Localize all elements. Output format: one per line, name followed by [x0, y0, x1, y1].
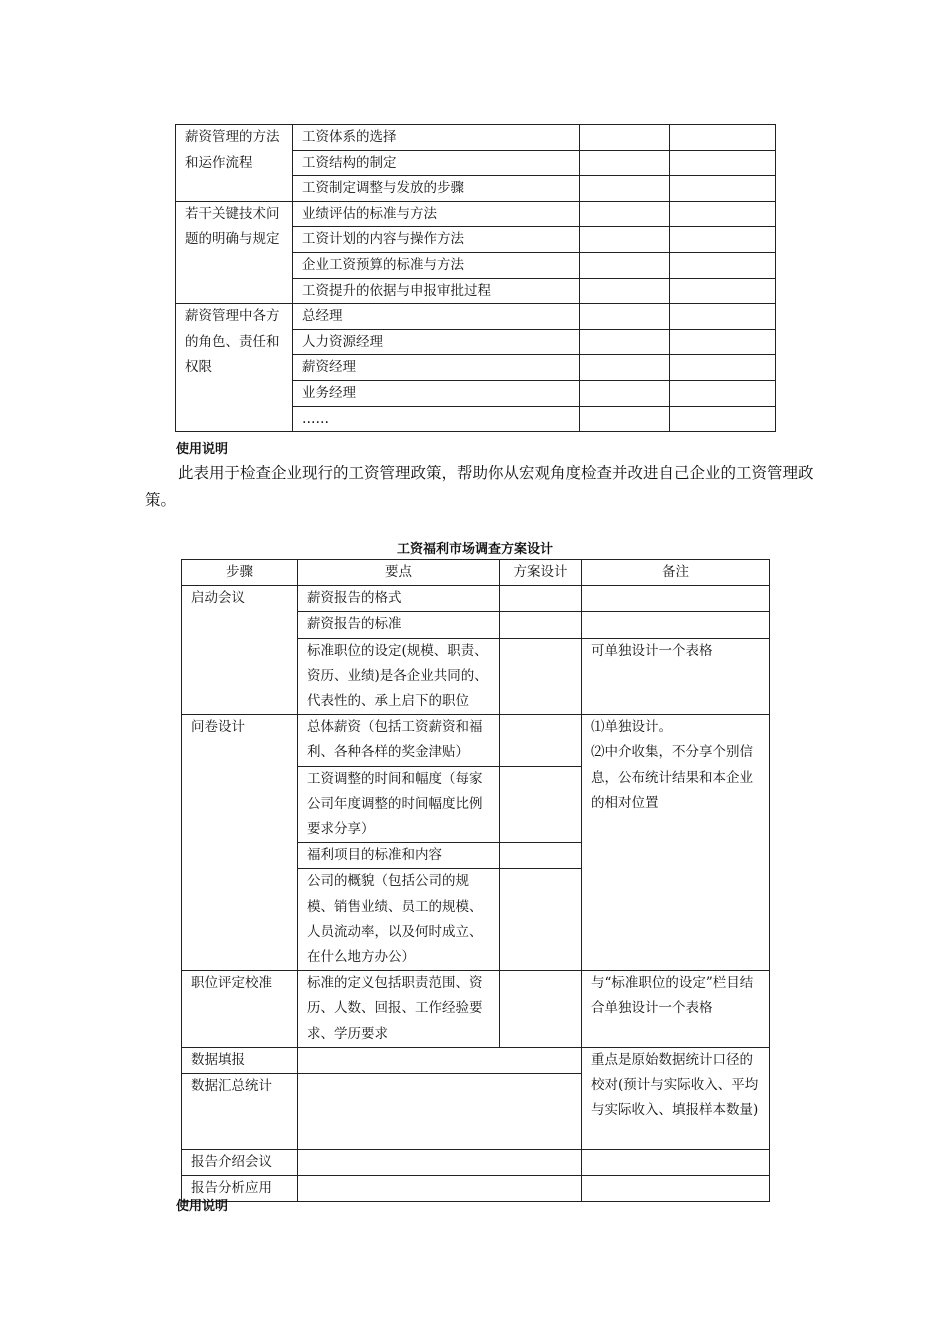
- note-line: ⑵中介收集，不分享个别信息，公布统计结果和本企业的相对位置: [591, 744, 753, 811]
- table-row: [176, 201, 776, 227]
- item-cell: 人力资源经理: [293, 329, 580, 355]
- table-row: [182, 1150, 770, 1176]
- note-cell: [582, 586, 770, 612]
- blank-cell: [670, 201, 776, 227]
- step-cell: 数据汇总统计: [182, 1074, 298, 1150]
- point-cell: 总体薪资（包括工资薪资和福利、各种各样的奖金津贴）: [298, 715, 500, 766]
- step-cell: 问卷设计: [182, 715, 298, 971]
- blank-cell: [670, 150, 776, 176]
- point-cell: 公司的概貌（包括公司的规模、销售业绩、员工的规模、人员流动率，以及何时成立、在什么地方办公）: [298, 869, 500, 971]
- table-row: [176, 304, 776, 330]
- blank-cell: [670, 227, 776, 253]
- header-points: 要点: [298, 560, 500, 586]
- salary-survey-table: [181, 559, 770, 1202]
- category-cell: 薪资管理的方法和运作流程: [176, 125, 293, 202]
- blank-cell: [670, 329, 776, 355]
- blank-cell: [580, 252, 670, 278]
- note-cell: 可单独设计一个表格: [582, 638, 770, 715]
- blank-cell: [670, 355, 776, 381]
- blank-cell: [670, 278, 776, 304]
- note-cell: [582, 715, 770, 971]
- blank-cell: [580, 176, 670, 202]
- blank-cell: [580, 125, 670, 151]
- item-cell: 薪资经理: [293, 355, 580, 381]
- blank-cell: [580, 406, 670, 432]
- plan-cell: [500, 638, 582, 715]
- item-cell: ……: [293, 406, 580, 432]
- table-row: [182, 971, 770, 1048]
- item-cell: 工资体系的选择: [293, 125, 580, 151]
- blank-cell: [670, 176, 776, 202]
- category-cell: 薪资管理中各方的角色、责任和权限: [176, 304, 293, 432]
- table-title: 工资福利市场调查方案设计: [396, 542, 553, 557]
- plan-cell: [500, 586, 582, 612]
- point-cell: [298, 1150, 582, 1176]
- item-cell: 工资计划的内容与操作方法: [293, 227, 580, 253]
- note-cell: 重点是原始数据统计口径的校对(预计与实际收入、平均与实际收入、填报样本数量): [582, 1047, 770, 1149]
- header-row: [182, 560, 770, 586]
- blank-cell: [670, 406, 776, 432]
- table-row: [182, 715, 770, 766]
- note-line: ⑴单独设计。: [591, 719, 672, 736]
- item-cell: 业绩评估的标准与方法: [293, 201, 580, 227]
- plan-cell: [500, 971, 582, 1048]
- step-cell: 报告介绍会议: [182, 1150, 298, 1176]
- blank-cell: [670, 252, 776, 278]
- table-row: [182, 1176, 770, 1202]
- plan-cell: [500, 843, 582, 869]
- blank-cell: [580, 329, 670, 355]
- point-cell: 标准的定义包括职责范围、资历、人数、回报、工作经验要求、学历要求: [298, 971, 500, 1048]
- point-cell: [298, 1074, 582, 1150]
- note-cell: [582, 612, 770, 638]
- blank-cell: [580, 304, 670, 330]
- step-cell: 报告分析应用: [182, 1176, 298, 1202]
- blank-cell: [580, 150, 670, 176]
- item-cell: 企业工资预算的标准与方法: [293, 252, 580, 278]
- plan-cell: [500, 766, 582, 843]
- point-cell: [298, 1047, 582, 1073]
- category-cell: 若干关键技术问题的明确与规定: [176, 201, 293, 303]
- item-cell: 工资结构的制定: [293, 150, 580, 176]
- table-row: [176, 125, 776, 151]
- blank-cell: [580, 278, 670, 304]
- header-plan: 方案设计: [500, 560, 582, 586]
- step-cell: 职位评定校准: [182, 971, 298, 1048]
- item-cell: 总经理: [293, 304, 580, 330]
- point-cell: 工资调整的时间和幅度（每家公司年度调整的时间幅度比例要求分享）: [298, 766, 500, 843]
- point-cell: 标准职位的设定(规模、职责、资历、业绩)是各企业共同的、代表性的、承上启下的职位: [298, 638, 500, 715]
- note-cell: [582, 1176, 770, 1202]
- blank-cell: [580, 380, 670, 406]
- usage-paragraph: 此表用于检查企业现行的工资管理政策，帮助你从宏观角度检查并改进自己企业的工资管理政策。: [145, 464, 814, 509]
- table-row: [182, 1047, 770, 1073]
- step-cell: 启动会议: [182, 586, 298, 715]
- note-cell: [582, 1150, 770, 1176]
- header-notes: 备注: [582, 560, 770, 586]
- plan-cell: [500, 715, 582, 766]
- blank-cell: [670, 304, 776, 330]
- header-step: 步骤: [182, 560, 298, 586]
- point-cell: 薪资报告的格式: [298, 586, 500, 612]
- blank-cell: [670, 380, 776, 406]
- plan-cell: [500, 869, 582, 971]
- point-cell: 薪资报告的标准: [298, 612, 500, 638]
- blank-cell: [580, 355, 670, 381]
- table-row: [182, 586, 770, 612]
- blank-cell: [580, 227, 670, 253]
- point-cell: 福利项目的标准和内容: [298, 843, 500, 869]
- item-cell: 工资提升的依据与申报审批过程: [293, 278, 580, 304]
- note-cell: 与“标准职位的设定”栏目结合单独设计一个表格: [582, 971, 770, 1048]
- blank-cell: [670, 125, 776, 151]
- blank-cell: [580, 201, 670, 227]
- item-cell: 业务经理: [293, 380, 580, 406]
- item-cell: 工资制定调整与发放的步骤: [293, 176, 580, 202]
- policy-checklist-table: [175, 124, 776, 432]
- plan-cell: [500, 612, 582, 638]
- point-cell: [298, 1176, 582, 1202]
- usage-label: 使用说明: [176, 1199, 229, 1214]
- usage-label: 使用说明: [176, 442, 229, 457]
- step-cell: 数据填报: [182, 1047, 298, 1073]
